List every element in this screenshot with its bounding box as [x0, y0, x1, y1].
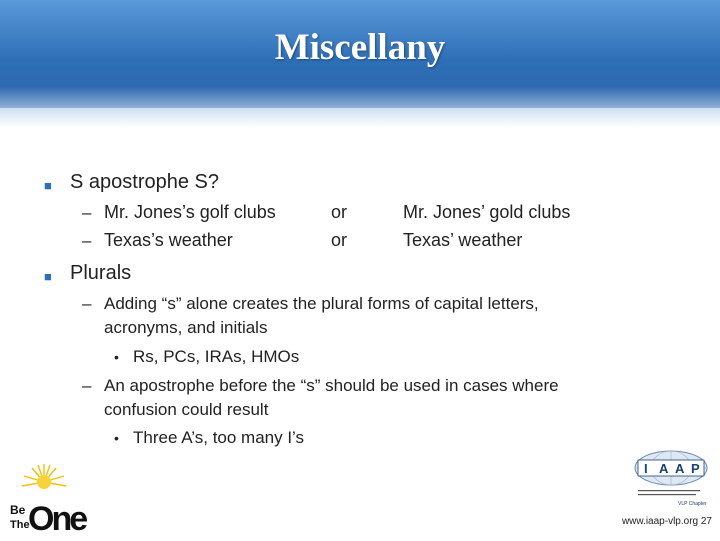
example-possessive-left: Mr. Jones’s golf clubs — [104, 202, 276, 222]
footer-url: www.iaap-vlp.org — [621, 516, 699, 527]
dash-bullet-icon: – — [82, 231, 92, 250]
plural-rule-line1: Adding “s” alone creates the plural forms of capital letters, — [104, 294, 539, 313]
or-connector: or — [331, 230, 348, 250]
iaap-chapter-text: VLP Chapter — [678, 501, 707, 507]
bullet-plurals: Plurals — [70, 262, 132, 284]
bullet-s-apostrophe: S apostrophe S? — [70, 171, 219, 193]
dot-bullet-icon: • — [114, 349, 119, 365]
apostrophe-rule-line2: confusion could result — [104, 400, 269, 419]
plural-example: Rs, PCs, IRAs, HMOs — [133, 347, 300, 366]
logo-text-be: Be — [10, 503, 26, 517]
iaap-letter: P — [691, 461, 700, 476]
iaap-letter: A — [659, 461, 669, 476]
logo-text-one: One — [28, 500, 86, 538]
apostrophe-rule-line1: An apostrophe before the “s” should be used in cases where — [104, 376, 559, 395]
title-banner-glow — [0, 86, 720, 108]
plural-rule-line2: acronyms, and initials — [104, 318, 268, 337]
iaap-logo — [630, 448, 712, 508]
dash-bullet-icon: – — [82, 203, 92, 222]
apostrophe-example: Three A’s, too many I’s — [133, 428, 305, 447]
page-number: 27 — [700, 516, 712, 527]
square-bullet-icon: ■ — [44, 178, 52, 193]
example-possessive-right: Mr. Jones’ gold clubs — [403, 202, 571, 222]
logo-text-the: The — [10, 519, 30, 531]
square-bullet-icon: ■ — [44, 269, 52, 284]
title-banner-fade — [0, 108, 720, 128]
dot-bullet-icon: • — [114, 430, 119, 446]
slide-title: Miscellany — [274, 27, 446, 68]
example-possessive-left: Texas’s weather — [104, 230, 233, 250]
example-possessive-right: Texas’ weather — [403, 230, 523, 250]
dash-bullet-icon: – — [82, 376, 92, 395]
iaap-letter: I — [644, 461, 648, 476]
footer — [600, 516, 712, 527]
iaap-letter: A — [675, 461, 685, 476]
dash-bullet-icon: – — [82, 294, 92, 313]
or-connector: or — [331, 202, 348, 222]
be-the-one-logo — [2, 462, 86, 538]
